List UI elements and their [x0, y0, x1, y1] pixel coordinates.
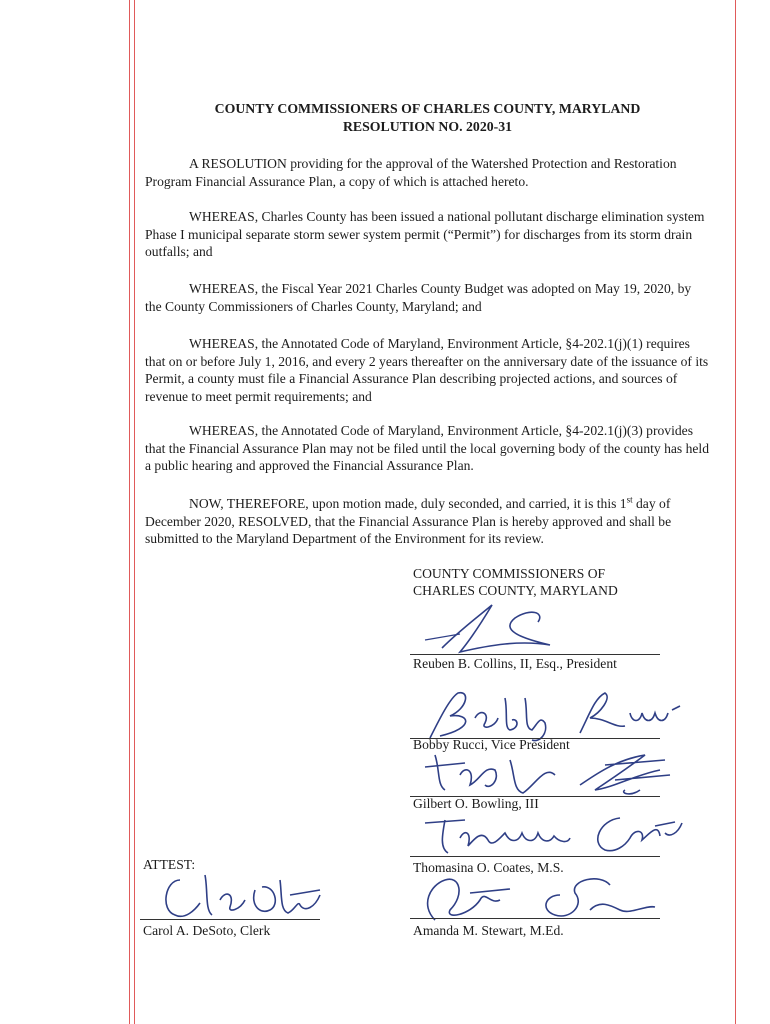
- desoto-signature-line: [140, 919, 320, 920]
- left-margin-line: [129, 0, 130, 1024]
- signer-rucci: Bobby Rucci, Vice President: [413, 737, 570, 752]
- whereas-paragraph-1: WHEREAS, Charles County has been issued a national pollutant discharge elimination system Phase I municipal separate storm sewer system permit (“Permit”) for discharges from its storm drain outfalls; and: [145, 209, 705, 259]
- attest-label: ATTEST:: [143, 857, 196, 872]
- resolved-ordinal-suffix: st: [626, 494, 633, 505]
- resolved-text-after: day of December 2020, RESOLVED, that the Financial Assurance Plan is hereby approved and shall be submitted to the Maryland Department of the Environment for its review.: [145, 496, 672, 546]
- signer-collins: Reuben B. Collins, II, Esq., President: [413, 656, 617, 671]
- left-margin-line-inner: [134, 0, 135, 1024]
- heading-title: COUNTY COMMISSIONERS OF CHARLES COUNTY, MARYLAND: [214, 101, 641, 116]
- whereas-paragraph-3: WHEREAS, the Annotated Code of Maryland, Environment Article, §4-202.1(j)(1) requires that on or before July 1, 2016, and every 2 years thereafter on the anniversary date of the issuance of its Permit, a county must file a Financial Assurance Plan describing projected actions, and sources of revenue to meet permit requirements; and: [145, 336, 709, 404]
- signer-bowling: Gilbert O. Bowling, III: [413, 796, 539, 811]
- document-heading: [145, 100, 710, 136]
- whereas-paragraph-4: WHEREAS, the Annotated Code of Maryland, Environment Article, §4-202.1(j)(3) provides that the Financial Assurance Plan may not be filed until the local governing body of the county has held a public hearing and approved the Financial Assurance Plan.: [145, 423, 710, 473]
- whereas-paragraph-2: WHEREAS, the Fiscal Year 2021 Charles County Budget was adopted on May 19, 2020, by the County Commissioners of Charles County, Maryland; and: [145, 281, 692, 314]
- stewart-signature-line: [410, 918, 660, 919]
- collins-signature-line: [410, 654, 660, 655]
- desoto-signature: [150, 865, 330, 930]
- signer-coates: Thomasina O. Coates, M.S.: [413, 860, 564, 875]
- resolution-document: [145, 100, 710, 546]
- signer-stewart: Amanda M. Stewart, M.Ed.: [413, 923, 564, 938]
- right-margin-line: [735, 0, 736, 1024]
- resolved-text-before: NOW, THEREFORE, upon motion made, duly seconded, and carried, it is this 1: [189, 496, 627, 511]
- resolution-number: RESOLUTION NO. 2020-31: [342, 119, 513, 134]
- signature-heading-line-1: COUNTY COMMISSIONERS OF: [413, 566, 606, 581]
- commissioners-signature-heading: [413, 565, 618, 599]
- resolved-paragraph: [145, 495, 710, 548]
- coates-signature: [420, 808, 690, 868]
- intro-paragraph: A RESOLUTION providing for the approval of the Watershed Protection and Restoration Program Financial Assurance Plan, a copy of which is attached hereto.: [145, 156, 677, 189]
- signature-heading-line-2: CHARLES COUNTY, MARYLAND: [413, 583, 618, 598]
- clerk-desoto: Carol A. DeSoto, Clerk: [143, 923, 271, 938]
- coates-signature-line: [410, 856, 660, 857]
